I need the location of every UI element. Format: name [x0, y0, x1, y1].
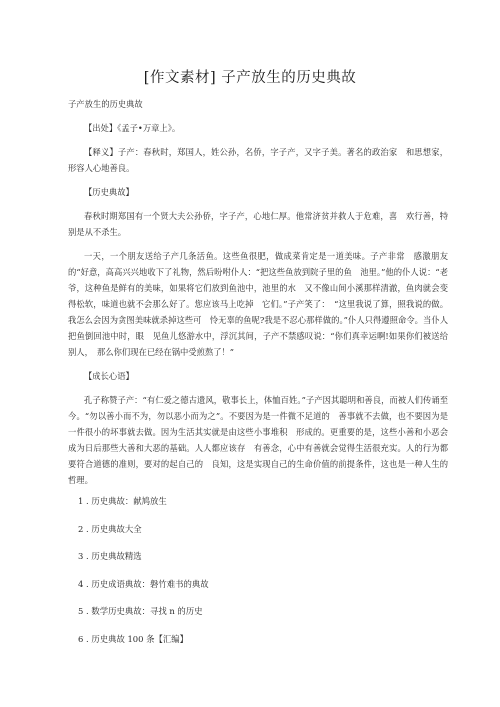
related-article-link[interactable] [78, 578, 438, 606]
body-paragraph: 孔子称赞子产：“有仁爱之德古遗风，敬事长上，体恤百姓。”子产因其聪明和善良，而被人们传诵至今。“勿以善小而不为，勿以恶小而为之”。不要因为是一件微不足道的 善事就不去做，也不要因为是一件很小的坏事就去做。因为生活其实就是由这些小事堆积 形成的。更重要的是，这些小善和小恶会成为日后那些大善和大恶的基础。人人都应该存 有善念，心中有善就会觉得生活很充实。人的行为都要符合道德的准则，要对的起自己的 良知，这是实现自己的生命价值的前提条件，这也是一种人生的哲理。 [68, 395, 448, 485]
body-paragraph: 子产放生的历史典故 [68, 99, 143, 109]
related-article-title: 5 . 数学历史典故：寻找 n 的历史 [78, 606, 203, 616]
related-article-link[interactable] [78, 633, 438, 661]
body-paragraph: 【成长心语】 [84, 371, 134, 381]
body-paragraph: 【释义】子产：春秋时，郑国人，姓公孙，名侨，字子产，又字子美。著名的政治家 和思想家，形容人心地善良。 [68, 147, 448, 173]
related-article-title: 2 . 历史典故大全 [78, 523, 142, 534]
body-paragraph: 【出处】《孟子•万章上》。 [84, 123, 181, 133]
document-title: [作文素材] 子产放生的历史典故 [143, 70, 357, 86]
document-body [68, 96, 448, 488]
related-article-link[interactable] [78, 550, 438, 578]
related-article-title: 6 . 历史典故 100 条【汇编】 [78, 633, 188, 644]
related-article-title: 3 . 历史典故精选 [78, 551, 142, 561]
body-paragraph: 春秋时期郑国有一个贤大夫公孙侨，字子产，心地仁厚。他常济贫并救人于危难，喜 欢行善，特别是从不杀生。 [68, 211, 448, 237]
related-article-link[interactable] [78, 605, 438, 633]
related-article-link[interactable] [78, 523, 438, 551]
body-paragraph: 一天，一个朋友送给子产几条活鱼。这些鱼很肥，做成菜肯定是一道美味。子产非常 感激朋友的“好意，高高兴兴地收下了礼物，然后吩咐仆人：“把这些鱼放到院子里的鱼 池里。”他的仆人说：“老爷，这种鱼是鲜有的美味，如果将它们放到鱼池中，池里的水 又不像山间小溪那样清澈，鱼肉就会变得松软，味道也就不会那么好了。您应该马上吃掉 它们。”子产笑了： “这里我说了算，照我说的做。我怎么会因为贪图美味就杀掉这些可 怜无辜的鱼呢?我是不忍心那样做的。”仆人只得遵照命令。当仆人把鱼倒回池中时，眼 见鱼儿悠游水中，浮沉其间，子产不禁感叹说：“你们真幸运啊!如果你们被送给别人， 那么你们现在已经在锅中受煎熬了！” [68, 251, 448, 357]
related-article-title: 4 . 历史成语典故：磐竹难书的典故 [78, 578, 209, 589]
related-article-title: 1 . 历史典故：献鸠放生 [78, 496, 167, 506]
related-articles-list [78, 495, 438, 660]
related-article-link[interactable] [78, 495, 438, 523]
body-paragraph: 【历史典故】 [84, 187, 134, 197]
